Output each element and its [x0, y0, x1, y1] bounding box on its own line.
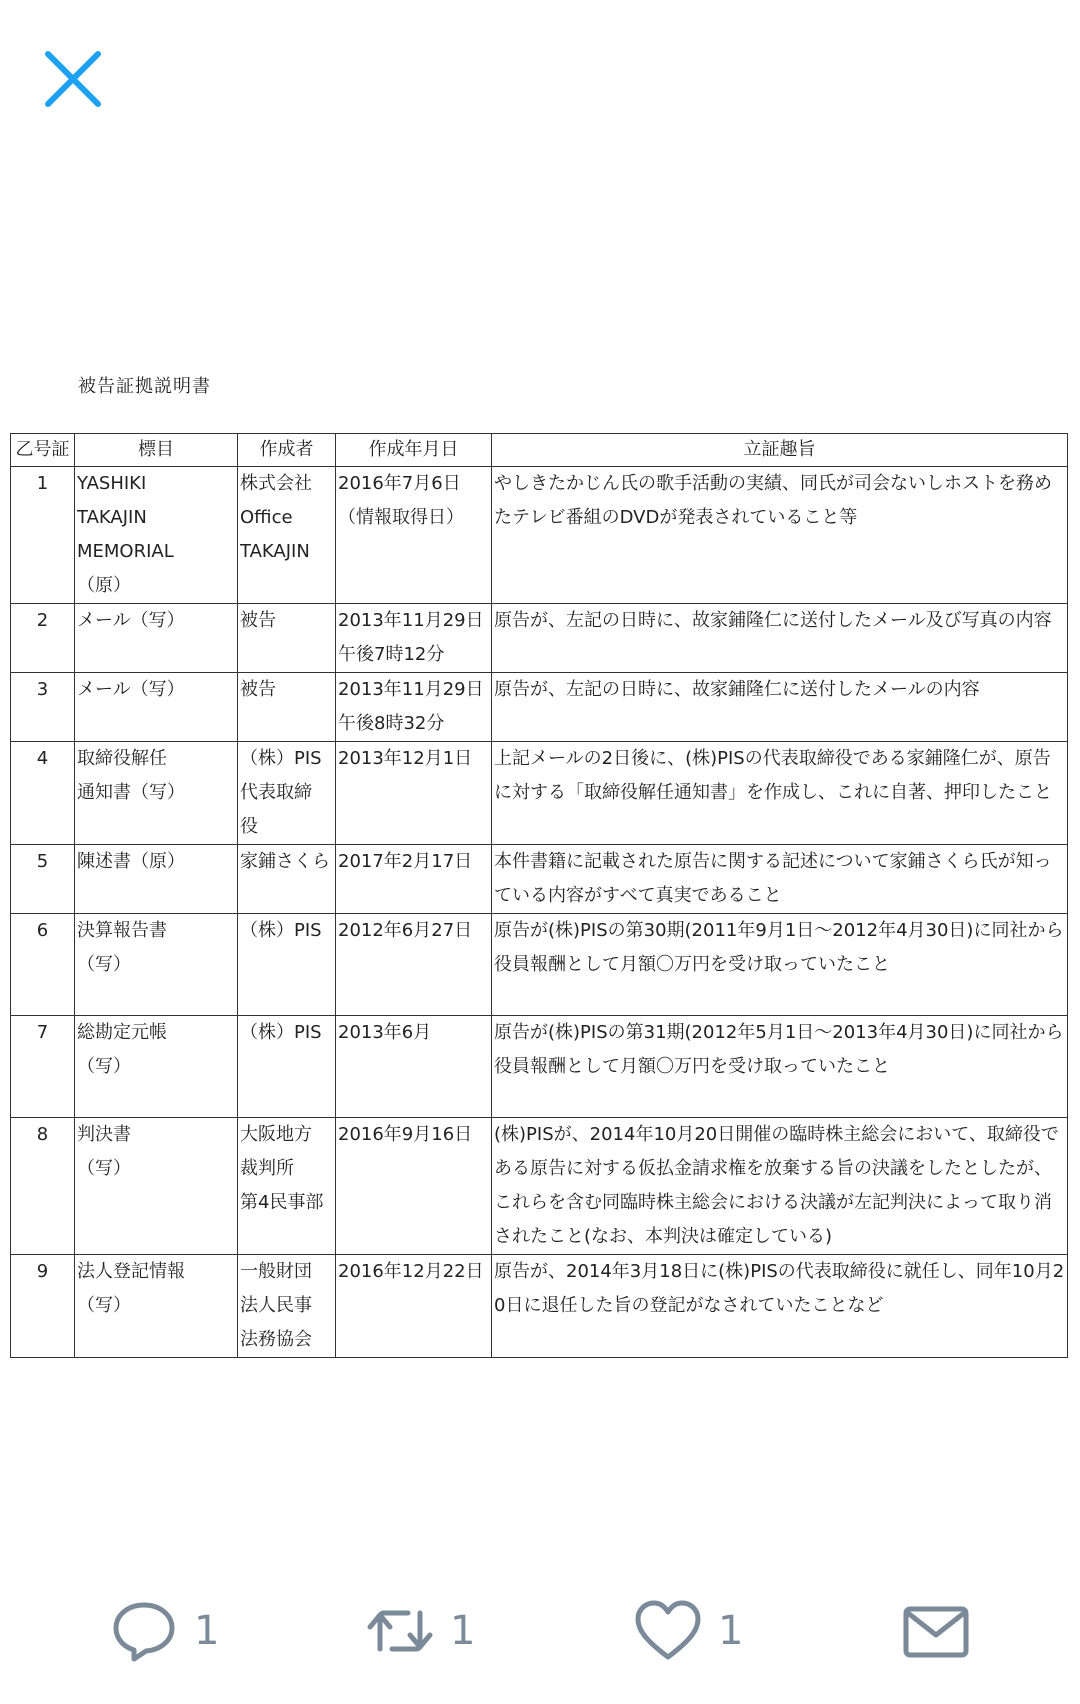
- cell-date: 2013年6月: [336, 1016, 492, 1118]
- reply-icon: [110, 1597, 178, 1665]
- cell-purpose: 原告が、左記の日時に、故家鋪隆仁に送付したメール及び写真の内容: [492, 604, 1068, 673]
- cell-purpose: 原告が、2014年3月18日に(株)PISの代表取締役に就任し、同年10月20日に退任した旨の登記がなされていたことなど: [492, 1255, 1068, 1358]
- cell-exhibit-no: 7: [11, 1016, 75, 1118]
- table-row: [11, 845, 1068, 914]
- retweet-button[interactable]: [366, 1596, 475, 1666]
- mail-icon: [902, 1597, 970, 1665]
- table-header-row: [11, 434, 1068, 467]
- table-row: [11, 1118, 1068, 1255]
- table-row: [11, 1016, 1068, 1118]
- table-row: [11, 467, 1068, 604]
- retweet-icon: [366, 1597, 434, 1665]
- cell-title: 総勘定元帳 （写）: [75, 1016, 238, 1118]
- document-title: 被告証拠説明書: [78, 376, 211, 397]
- cell-purpose: 原告が、左記の日時に、故家鋪隆仁に送付したメールの内容: [492, 673, 1068, 742]
- cell-exhibit-no: 1: [11, 467, 75, 604]
- cell-date: 2016年12月22日: [336, 1255, 492, 1358]
- cell-author: （株）PIS: [238, 914, 336, 1016]
- cell-purpose: やしきたかじん氏の歌手活動の実績、同氏が司会ないしホストを務めたテレビ番組のDVDが発表されていること等: [492, 467, 1068, 604]
- cell-title: 法人登記情報 （写）: [75, 1255, 238, 1358]
- cell-date: 2016年7月6日 （情報取得日）: [336, 467, 492, 604]
- header-date: 作成年月日: [336, 434, 492, 467]
- table-row: [11, 604, 1068, 673]
- table-row: [11, 742, 1068, 845]
- cell-date: 2013年12月1日: [336, 742, 492, 845]
- header-exhibit-no: 乙号証: [11, 434, 75, 467]
- cell-date: 2012年6月27日: [336, 914, 492, 1016]
- cell-author: 被告: [238, 604, 336, 673]
- tweet-action-bar: [0, 1580, 1080, 1690]
- direct-message-button[interactable]: [902, 1596, 970, 1666]
- cell-title: メール（写）: [75, 673, 238, 742]
- cell-purpose: 原告が(株)PISの第31期(2012年5月1日～2013年4月30日)に同社から役員報酬として月額〇万円を受け取っていたこと: [492, 1016, 1068, 1118]
- header-author: 作成者: [238, 434, 336, 467]
- header-title: 標目: [75, 434, 238, 467]
- like-button[interactable]: [634, 1596, 743, 1666]
- cell-exhibit-no: 9: [11, 1255, 75, 1358]
- cell-purpose: (株)PISが、2014年10月20日開催の臨時株主総会において、取締役である原告に対する仮払金請求権を放棄する旨の決議をしたとしたが、これらを含む同臨時株主総会における決議が左記判決によって取り消されたこと(なお、本判決は確定している): [492, 1118, 1068, 1255]
- table-row: [11, 673, 1068, 742]
- cell-title: 決算報告書 （写）: [75, 914, 238, 1016]
- table-row: [11, 914, 1068, 1016]
- cell-author: 大阪地方 裁判所 第4民事部: [238, 1118, 336, 1255]
- cell-author: 一般財団 法人民事 法務協会: [238, 1255, 336, 1358]
- table-row: [11, 1255, 1068, 1358]
- cell-date: 2013年11月29日 午後7時12分: [336, 604, 492, 673]
- cell-exhibit-no: 2: [11, 604, 75, 673]
- cell-exhibit-no: 6: [11, 914, 75, 1016]
- cell-title: 取締役解任 通知書（写）: [75, 742, 238, 845]
- cell-date: 2016年9月16日: [336, 1118, 492, 1255]
- cell-exhibit-no: 8: [11, 1118, 75, 1255]
- retweet-count: 1: [450, 1608, 476, 1654]
- cell-purpose: 上記メールの2日後に、(株)PISの代表取締役である家鋪隆仁が、原告に対する「取締役解任通知書」を作成し、これに自著、押印したこと: [492, 742, 1068, 845]
- cell-author: （株）PIS: [238, 1016, 336, 1118]
- cell-author: 被告: [238, 673, 336, 742]
- cell-title: YASHIKI TAKAJIN MEMORIAL （原）: [75, 467, 238, 604]
- cell-exhibit-no: 4: [11, 742, 75, 845]
- cell-exhibit-no: 3: [11, 673, 75, 742]
- cell-title: メール（写）: [75, 604, 238, 673]
- reply-count: 1: [194, 1608, 220, 1654]
- cell-author: 家鋪さくら: [238, 845, 336, 914]
- evidence-table: [10, 433, 1068, 1358]
- cell-purpose: 本件書籍に記載された原告に関する記述について家鋪さくら氏が知っている内容がすべて真実であること: [492, 845, 1068, 914]
- header-purpose: 立証趣旨: [492, 434, 1068, 467]
- close-icon: [38, 44, 108, 114]
- cell-date: 2017年2月17日: [336, 845, 492, 914]
- cell-author: 株式会社 Office TAKAJIN: [238, 467, 336, 604]
- like-count: 1: [718, 1608, 744, 1654]
- heart-icon: [634, 1597, 702, 1665]
- reply-button[interactable]: [110, 1596, 219, 1666]
- cell-purpose: 原告が(株)PISの第30期(2011年9月1日～2012年4月30日)に同社から役員報酬として月額〇万円を受け取っていたこと: [492, 914, 1068, 1016]
- cell-title: 判決書 （写）: [75, 1118, 238, 1255]
- close-button[interactable]: [38, 44, 108, 114]
- cell-date: 2013年11月29日 午後8時32分: [336, 673, 492, 742]
- cell-author: （株）PIS 代表取締 役: [238, 742, 336, 845]
- cell-title: 陳述書（原）: [75, 845, 238, 914]
- cell-exhibit-no: 5: [11, 845, 75, 914]
